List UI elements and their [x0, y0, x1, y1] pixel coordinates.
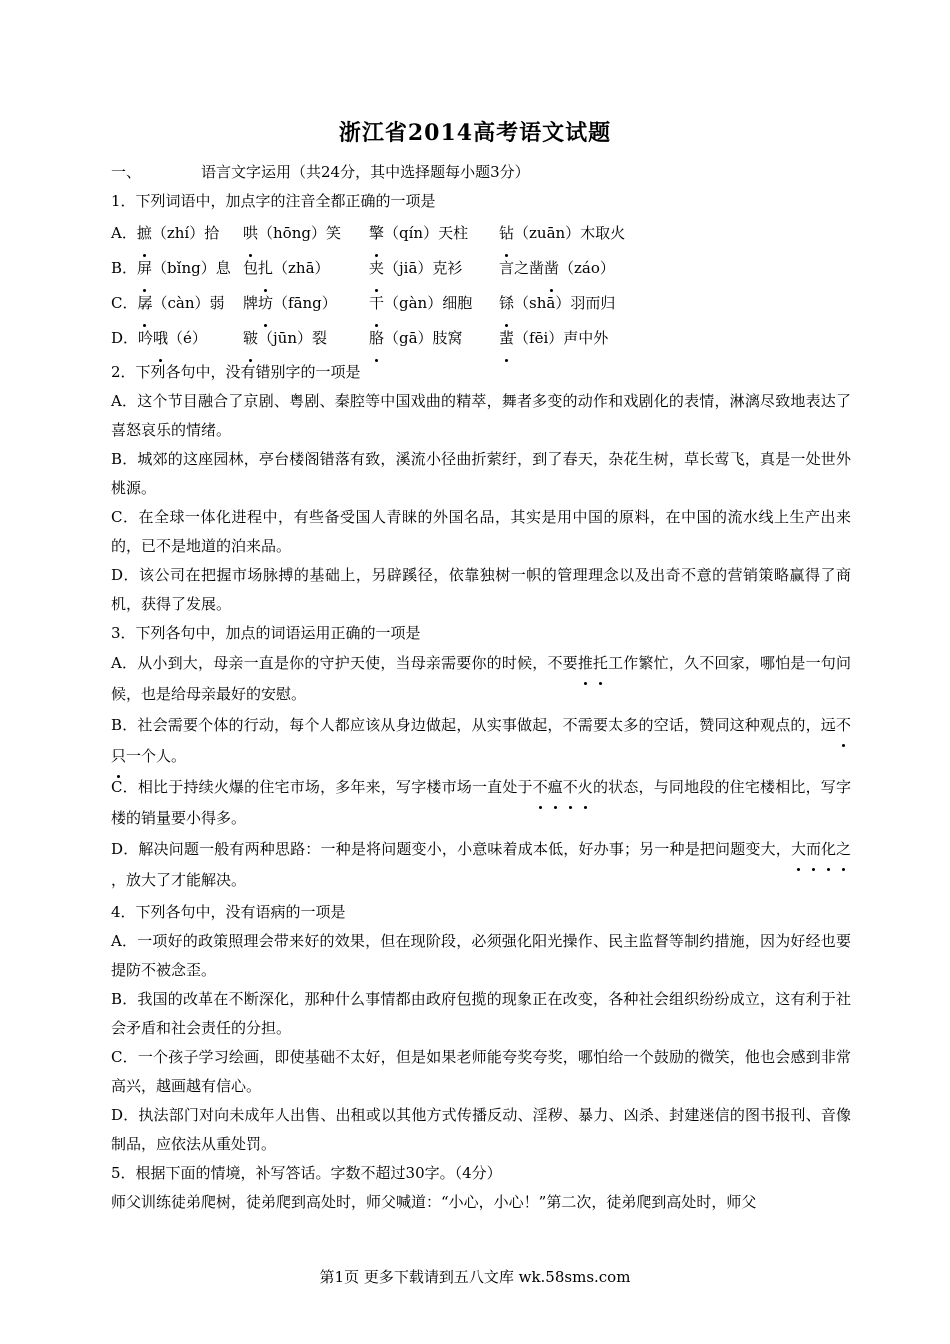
q3-option-a: A．从小到大，母亲一直是你的守护天使，当母亲需要你的时候，不要推托工作繁忙，久不回家，哪怕是一句问候，也是给母亲最好的安慰。: [111, 648, 851, 710]
q4-option-d: D．执法部门对向未成年人出售、出租或以其他方式传播反动、淫秽、暴力、凶杀、封建迷信的图书报刊、音像制品，应依法从重处罚。: [111, 1106, 851, 1153]
question-2-stem: 2．下列各句中，没有错别字的一项是: [111, 363, 361, 381]
q3-option-d: D．解决问题一般有两种思路：一种是将问题变小，小意味着成本低，好办事；另一种是把问题变大，大而化之，放大了才能解决。: [111, 834, 851, 896]
page-footer: 第1页 更多下载请到五八文库 wk.58sms.com: [319, 1268, 631, 1286]
q2-option-d: D．该公司在把握市场脉搏的基础上，另辟蹊径，依靠独树一帜的管理理念以及出奇不意的营销策略赢得了商机，获得了发展。: [111, 566, 851, 613]
q1-option-a: A．摭（zhí）拾 哄（hōng）笑 擎（qín）天柱 钻（zuān）木取火: [111, 216, 851, 251]
document-title: 浙江省2014高考语文试题: [338, 120, 612, 146]
q1-option-d: D．吟哦（é） 皲（jūn）裂 胳（gā）肢窝 蜚（fēi）声中外: [111, 321, 851, 356]
q2-option-a: A．这个节目融合了京剧、粤剧、秦腔等中国戏曲的精萃，舞者多变的动作和戏剧化的表情，淋漓尽致地表达了喜怒哀乐的情绪。: [111, 392, 851, 439]
question-1-stem: 1．下列词语中，加点字的注音全都正确的一项是: [111, 192, 436, 210]
q5-passage: 师父训练徒弟爬树，徒弟爬到高处时，师父喊道：“小心，小心！”第二次，徒弟爬到高处时，师父: [111, 1193, 757, 1211]
question-3-stem: 3．下列各句中，加点的词语运用正确的一项是: [111, 624, 421, 642]
question-5-stem: 5．根据下面的情境，补写答话。字数不超过30字。（4分）: [111, 1164, 502, 1182]
q3-option-b: B．社会需要个体的行动，每个人都应该从身边做起，从实事做起，不需要太多的空话，赞同这种观点的，远不只一个人。: [111, 710, 851, 772]
q3-option-c: C．相比于持续火爆的住宅市场，多年来，写字楼市场一直处于不瘟不火的状态，与同地段的住宅楼相比，写字楼的销量要小得多。: [111, 772, 851, 834]
q4-option-b: B．我国的改革在不断深化，那种什么事情都由政府包揽的现象正在改变，各种社会组织纷纷成立，这有利于社会矛盾和社会责任的分担。: [111, 990, 851, 1037]
section-heading: 一、 语言文字运用（共24分，其中选择题每小题3分）: [111, 163, 530, 181]
q1-option-b: B．屏（bǐng）息 包扎（zhā） 夹（jiā）克衫 言之凿凿（záo）: [111, 251, 851, 286]
q1-option-c: C．孱（càn）弱 牌坊（fāng） 干（gàn）细胞 铩（shā）羽而归: [111, 286, 851, 321]
q2-option-b: B．城郊的这座园林，亭台楼阁错落有致，溪流小径曲折萦纡，到了春天，杂花生树，草长莺飞，真是一处世外桃源。: [111, 450, 851, 497]
question-4-stem: 4．下列各句中，没有语病的一项是: [111, 903, 346, 921]
document-body: [111, 158, 851, 1217]
q4-option-c: C．一个孩子学习绘画，即使基础不太好，但是如果老师能夸奖夸奖，哪怕给一个鼓励的微笑，他也会感到非常高兴，越画越有信心。: [111, 1048, 851, 1095]
q4-option-a: A．一项好的政策照理会带来好的效果，但在现阶段，必须强化阳光操作、民主监督等制约措施，因为好经也要提防不被念歪。: [111, 932, 851, 979]
q2-option-c: C．在全球一体化进程中，有些备受国人青睐的外国名品，其实是用中国的原料，在中国的流水线上生产出来的，已不是地道的泊来品。: [111, 508, 851, 555]
